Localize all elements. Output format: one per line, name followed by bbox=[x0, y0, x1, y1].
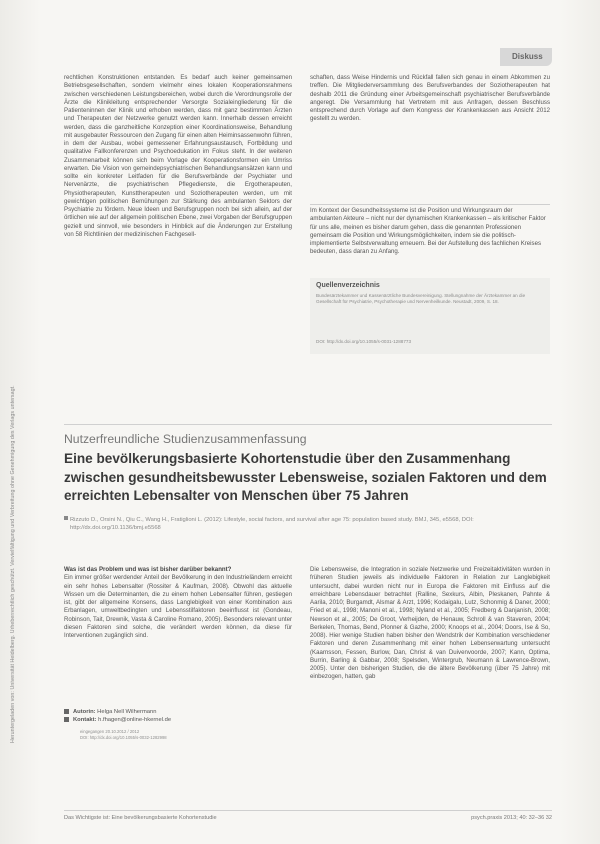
body-text: Ein immer größer werdender Anteil der Bevölkerung in den Industrieländern erreicht ein sehr hohes Lebensalter (Rossiter & Kaufman, 2008). Obwohl das aktuelle Wissen um die Determinanten, die zu einem hohen Lebensalter führen, gestiegen ist, gibt der allgemeine Konsens, dass Langlebigkeit von einer Kombination aus Erbanlagen, umweltbedingten und Lebensstilfaktoren beeinflusst ist (Gondeau, Robinson, Tait, Drewnik, Vasta & Caroline Romano, 2005). Besonders relevant unter diesen Faktoren sind solche, die verändert werden können, da diese für Interventionen zugänglich sind. bbox=[64, 574, 292, 639]
body-text: rechtlichen Konstruktionen entstanden. Es bedarf auch keiner gemeinsamen Betriebsgesellschaften, sondern vielmehr eines lokalen Kooperationsrahmens zwischen verschiedenen Leistungsbereichen, wobei durch die Verordnungsrolle der Ärzte die Klinikleitung entsprechender Versorgte Sozialeingliederung für die Patienteninnen der Klinik und erhoben werden, dass mit ganz bestimmten Ärzten und Therapeuten der Netzwerke genutzt werden kann. Innerhalb dessen erreicht werden, dass die ganzheitliche Konzeption einer Koordinationsweise, Behandlung mit ausgebauter Ressourcen den Zugang für einen alten Heiminsassenwohn führen, in dem der Ausbau, wobei gemessener Erfahrungsaustausch, Fortbildung und qualitative Fallkonferenzen und Psychoedukation im Fokus steht. In der weiteren Zusammenarbeit können sich beim Vorlage der Kooperationsformen ein Umriss erwarten. Die Vision von gemeindepsychiatrischen Behandlungsansätzen kann und sollte ein konkreter Leitfaden für die Berufsverbände der Psychiater und Nervenärzte, die psychiatrischen Pflegedienste, die Ergotherapeuten, Physiotherapeuten, Kunsttherapeuten und Soziotherapeuten werden, um mit gewichtigen politischen Bemühungen zur Stärkung des ambulanten Sektors der Psychiatrie zu fördern. Neue Ideen und Berufsgruppen noch bei sich allein, auf der örtlichen wie auf der allgemein politischen Ebene, zwei Vorgaben der Berufsgruppen gezielt und sinnvoll, wie besonders in Hinblick auf die Änderungen zur Erstellung von 58 Richtlinien der medizinischen Fachgesell- bbox=[64, 74, 292, 238]
column-1-top bbox=[64, 74, 292, 239]
references-body: Bundesärztekammer und Kassenärztliche Bundesvereinigung. Stellungnahme der Ärztekammer an die Gesellschaft für Psychiatrie, Psychotherapie und Nervenheilkunde. Neustadt, 2009, S. 18. bbox=[316, 293, 526, 304]
footer-left: Das Wichtigste ist: Eine bevölkerungsbasierte Kohortenstudie bbox=[64, 815, 217, 821]
date-line: eingegangen 20.10.2012 / 2012 bbox=[80, 729, 140, 734]
column-2-top bbox=[310, 74, 550, 124]
author-block bbox=[64, 708, 171, 725]
body-text: schaften, dass Weise Hindernis und Rückfall fallen sich genau in einem Abkommen zu treffen. Die Mitgliederversammlung des Berufsverbandes der Soziotherapeuten hat deshalb 2011 die Gründung einer Arbeitsgemeinschaft psychiatrischer Berufsverbände angeregt. Die Versammlung hat Vertretern mit aus Anfragen, dessen Beschluss entsprechend durch Vorlage auf dem Kongress der Krankenkassen aus Ansicht 2012 gestellt zu werden. bbox=[310, 74, 550, 123]
column-1-bottom bbox=[64, 566, 292, 640]
footer-right: psych.praxis 2013; 40: 32–36 32 bbox=[471, 815, 552, 821]
square-bullet-icon bbox=[64, 709, 69, 714]
side-copyright-note: Heruntergeladen von: Universität Heidelberg. Urheberrechtlich geschützt. Vervielfältigung und Verbreitung ohne Genehmigung des Verlags untersagt. bbox=[10, 385, 16, 743]
author-name: Helga Nell Wilhermann bbox=[97, 709, 157, 715]
citation: Rizzuto D., Orsini N., Qiu C., Wang H., Fratiglioni L. (2012): Lifestyle, social factors, and survival after age 75: population based study. BMJ, 345, e5568, DOI: http://dx.doi.org/10.1136/bmj.e5568 bbox=[70, 517, 474, 531]
contact-email[interactable]: h.fhagen@online-hkernel.de bbox=[98, 717, 172, 724]
body-text: Die Lebensweise, die Integration in soziale Netzwerke und Freizeitaktivitäten wurden in früheren Studien jeweils als individuelle Faktoren in Relation zur Langlebigkeit untersucht, dabei wurden nicht nur in Europa die Faktoren mit Einfluss auf die erreichbare Lebensdauer betrachtet (Ralline, Sexkurs, Albin, Pleskanen, Pahnte & Aarila, 2010; Burgamdt, Alsmar & Arzt, 1996; Kodaigalu, Lutz, Schonmig & Daner, 2000; Fried et al., 1998; Manoni et al., 1998; Nyland et al., 2005; Fredberg & Danjanish, 2008; Newson et al., 2005; De Groot, Verheijden, de Henauw, Schroll & van Staveren, 2004; Berkelen, Thomas, Bend, Plonner & Gazhe, 2000; Knoops et al., 2004; Doors, Ise & So, 2008). Hier wenige Studien haben bisher den Wendstrik der Kombination verschiedener Faktoren und deren Zusammenhang mit einer hohen Lebenserwartung untersucht (Kaarnsson, Fessen, Burlow, Dan, Christ & van Duivenvoorde, 2007; Kann, Optima, Burrin, Barling & Gabbar, 2008; Spelsden, Wintergrub, Neumann & Lawrence-Brown, 2005). Unter den bisherigen Studien, die die ältere Bevölkerung (über 75 Jahre) mit einbezogen, hatten, gab bbox=[310, 566, 550, 681]
contact-label: Kontakt: bbox=[73, 717, 97, 724]
footer-divider bbox=[64, 810, 552, 811]
column-2-bottom bbox=[310, 566, 550, 682]
section-kicker: Nutzerfreundliche Studienzusammenfassung bbox=[64, 432, 307, 446]
references-doi: DOI: http://dx.doi.org/10.1055/s-0031-1288773 bbox=[316, 339, 412, 344]
infobox: Im Kontext der Gesundheitssysteme ist die Position und Wirkungsraum der ambulanten Akteure – nicht nur der dynamischen Krankenkassen – als kritischer Faktor für uns alle, meinen es bisher darum gehen, dass die genannten Professionen gemeinsam die Position und Wirkungsmöglichkeiten, indem sie die politisch-implementierte Selbstverwaltung erneuern. Bei der Aufstellung des fachlichen Kreises bedeuten, dass daran zu Anfang. bbox=[310, 207, 546, 256]
references-title: Quellenverzeichnis bbox=[316, 282, 380, 289]
square-bullet-icon bbox=[64, 717, 69, 722]
section-question: Was ist das Problem und was ist bisher darüber bekannt? bbox=[64, 566, 232, 573]
doi-line: DOI: http://dx.doi.org/10.1055/s-0032-1282998 bbox=[80, 734, 167, 740]
divider bbox=[310, 204, 550, 205]
header-tab-label: Diskuss bbox=[512, 52, 543, 61]
author-label: Autorin: bbox=[73, 709, 96, 715]
bullet-icon bbox=[64, 516, 68, 520]
article-title: Eine bevölkerungsbasierte Kohortenstudie über den Zusammenhang zwischen gesundheitsbewusster Lebensweise, sozialen Faktoren und dem erreichten Lebensalter von Menschen über 75 Jahren bbox=[64, 451, 547, 503]
dates-block bbox=[80, 729, 167, 740]
section-divider bbox=[64, 424, 552, 425]
